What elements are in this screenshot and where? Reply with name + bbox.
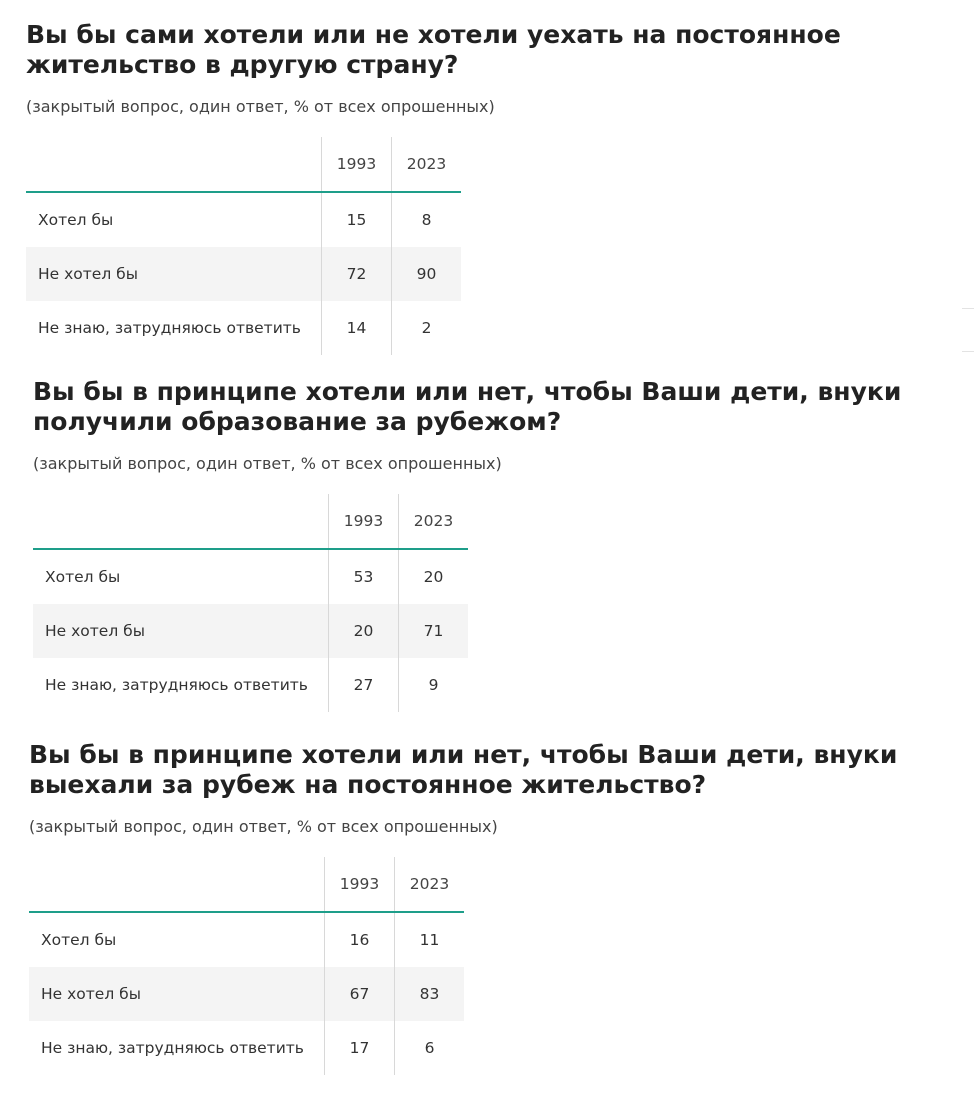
value-2023: 6 xyxy=(424,1039,435,1057)
value-1993: 16 xyxy=(325,912,395,967)
results-table xyxy=(33,494,468,712)
header-year-2023: 2023 xyxy=(392,137,462,192)
question-title: Вы бы в принципе хотели или нет, чтобы Ваши дети, внуки получили образование за рубежом? xyxy=(33,377,902,436)
row-label: Хотел бы xyxy=(29,912,325,967)
table-row xyxy=(33,549,468,604)
results-table xyxy=(29,857,464,1075)
faint-divider xyxy=(962,308,974,309)
table-header-row xyxy=(29,857,464,912)
row-label: Не хотел бы xyxy=(29,967,325,1021)
value-1993: 72 xyxy=(322,247,392,301)
value-1993: 53 xyxy=(329,549,399,604)
question-title: Вы бы сами хотели или не хотели уехать на постоянное жительство в другую страну? xyxy=(26,20,841,79)
results-table xyxy=(26,137,461,355)
table-header-row xyxy=(33,494,468,549)
row-label: Не хотел бы xyxy=(33,604,329,658)
table-row xyxy=(29,912,464,967)
value-2023: 8 xyxy=(421,211,432,229)
value-2023: 20 xyxy=(423,568,444,586)
value-2023: 71 xyxy=(399,604,469,658)
header-year-1993: 1993 xyxy=(329,494,399,549)
table-row xyxy=(26,247,461,301)
header-year-1993: 1993 xyxy=(322,137,392,192)
value-1993: 17 xyxy=(325,1021,395,1075)
table-row xyxy=(29,1021,464,1075)
table-header-row xyxy=(26,137,461,192)
row-label: Не знаю, затрудняюсь ответить xyxy=(26,301,322,355)
value-2023: 90 xyxy=(392,247,462,301)
header-year-1993: 1993 xyxy=(325,857,395,912)
value-2023: 83 xyxy=(395,967,465,1021)
row-label: Не хотел бы xyxy=(26,247,322,301)
header-label-cell xyxy=(26,137,322,192)
question-subtitle: (закрытый вопрос, один ответ, % от всех опрошенных) xyxy=(33,454,502,473)
table-row xyxy=(26,301,461,355)
header-year-2023: 2023 xyxy=(399,494,469,549)
value-2023: 9 xyxy=(428,676,439,694)
row-label: Хотел бы xyxy=(33,549,329,604)
survey-section-emigration xyxy=(26,20,936,355)
value-1993: 14 xyxy=(322,301,392,355)
survey-section-children-emigration xyxy=(29,740,939,1075)
header-label-cell xyxy=(29,857,325,912)
table-row xyxy=(33,604,468,658)
table-row xyxy=(26,192,461,247)
value-1993: 20 xyxy=(329,604,399,658)
row-label: Хотел бы xyxy=(26,192,322,247)
row-label: Не знаю, затрудняюсь ответить xyxy=(33,658,329,712)
value-1993: 67 xyxy=(325,967,395,1021)
header-year-2023: 2023 xyxy=(395,857,465,912)
value-2023: 2 xyxy=(421,319,432,337)
survey-section-education-abroad xyxy=(33,377,943,712)
question-title: Вы бы в принципе хотели или нет, чтобы Ваши дети, внуки выехали за рубеж на постоянное жительство? xyxy=(29,740,898,799)
faint-divider xyxy=(962,351,974,352)
question-subtitle: (закрытый вопрос, один ответ, % от всех опрошенных) xyxy=(26,97,495,116)
table-row xyxy=(29,967,464,1021)
question-subtitle: (закрытый вопрос, один ответ, % от всех опрошенных) xyxy=(29,817,498,836)
table-row xyxy=(33,658,468,712)
value-1993: 15 xyxy=(322,192,392,247)
header-label-cell xyxy=(33,494,329,549)
value-2023: 11 xyxy=(419,931,440,949)
value-1993: 27 xyxy=(329,658,399,712)
row-label: Не знаю, затрудняюсь ответить xyxy=(29,1021,325,1075)
